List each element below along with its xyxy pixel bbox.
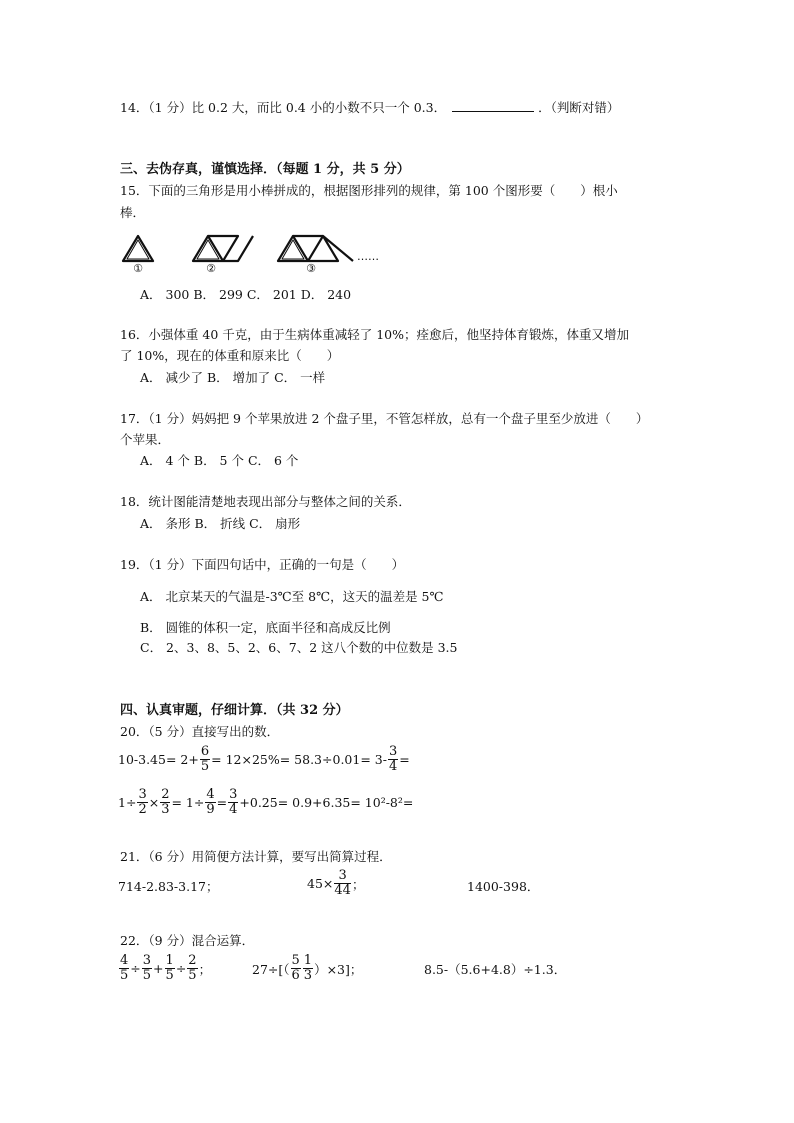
q15-options[interactable]: A． 300 B． 299 C． 201 D． 240 bbox=[140, 287, 352, 302]
fraction: $\frac{5}{6}$ bbox=[291, 953, 300, 983]
section-4-title: 四、认真审题，仔细计算．（共 32 分） bbox=[120, 703, 349, 718]
figure-ellipsis: …… bbox=[357, 250, 379, 263]
q22-expr-3: 8.5-（5.6+4.8）÷1.3． bbox=[424, 962, 567, 977]
q20-row-1: 10-3.45= 2+ $\frac{6}{5}$ = 12×25%= 58.3÷0.01= 3- $\frac{3}{4}$ = bbox=[118, 744, 410, 774]
answer-blank[interactable] bbox=[452, 100, 534, 112]
fraction: $\frac{3}{44}$ bbox=[334, 868, 351, 898]
q21-expr-1: 714-2.83-3.17； bbox=[118, 879, 219, 894]
q19-option-c[interactable]: C． 2、3、8、5、2、6、7、2 这八个数的中位数是 3.5 bbox=[140, 640, 458, 655]
question-14 bbox=[120, 100, 619, 116]
figure-label-3: ③ bbox=[306, 262, 316, 275]
q15-line2: 棒． bbox=[120, 205, 146, 220]
q21-line1: 21．（6 分）用简便方法计算，要写出简算过程． bbox=[120, 849, 392, 864]
q16-line2: 了 10%，现在的体重和原来比（ ） bbox=[120, 348, 340, 363]
q20-line1: 20．（5 分）直接写出的数． bbox=[120, 724, 280, 739]
q14-tail: ．（判断对错） bbox=[538, 100, 620, 115]
fraction: $\frac{3}{5}$ bbox=[142, 953, 152, 983]
fraction: $\frac{2}{5}$ bbox=[188, 953, 197, 983]
q15-line1: 15．下面的三角形是用小棒拼成的，根据图形排列的规律，第 100 个图形要（ ）根小 bbox=[120, 183, 618, 198]
q22-expr-1: $\frac{4}{5}$ ÷ $\frac{3}{5}$ + $\frac{1}{5}$ ÷ $\frac{2}{5}$ ； bbox=[120, 953, 212, 983]
q18-options[interactable]: A． 条形 B． 折线 C． 扇形 bbox=[140, 516, 301, 531]
figure-label-2: ② bbox=[206, 262, 216, 275]
q19-option-a[interactable]: A． 北京某天的气温是-3℃至 8℃，这天的温差是 5℃ bbox=[140, 589, 444, 604]
q16-options[interactable]: A． 减少了 B． 增加了 C． 一样 bbox=[140, 370, 326, 385]
fraction: $\frac{6}{5}$ bbox=[200, 744, 210, 774]
q21-expr-3: 1400-398． bbox=[467, 879, 540, 894]
fraction: $\frac{1}{3}$ bbox=[303, 953, 313, 983]
q22-line1: 22．（9 分）混合运算． bbox=[120, 933, 255, 948]
triangle-pattern-figure bbox=[118, 228, 388, 276]
figure-label-1: ① bbox=[133, 262, 143, 275]
q17-options[interactable]: A． 4 个 B． 5 个 C． 6 个 bbox=[140, 453, 299, 468]
q19-option-b[interactable]: B． 圆锥的体积一定，底面半径和高成反比例 bbox=[140, 620, 391, 635]
q17-line1: 17．（1 分）妈妈把 9 个苹果放进 2 个盘子里，不管怎样放，总有一个盘子里至少放进（ ） bbox=[120, 411, 649, 426]
fraction: $\frac{4}{5}$ bbox=[120, 953, 129, 983]
q17-line2: 个苹果． bbox=[120, 432, 171, 447]
triangle-figure-2 bbox=[193, 236, 253, 261]
q20-row-2: 1÷ $\frac{3}{2}$ × $\frac{2}{3}$ = 1÷ $\frac{4}{9}$ = $\frac{3}{4}$ +0.25= 0.9+6.35= 10²-8²= bbox=[118, 787, 414, 817]
q16-line1: 16．小强体重 40 千克，由于生病体重减轻了 10%；痊愈后，他坚持体育锻炼，体重又增加 bbox=[120, 327, 630, 342]
triangle-figure-3 bbox=[278, 236, 353, 261]
fraction: $\frac{3}{4}$ bbox=[229, 787, 238, 817]
fraction: $\frac{3}{2}$ bbox=[138, 787, 147, 817]
fraction: $\frac{4}{9}$ bbox=[206, 787, 215, 817]
fraction: $\frac{3}{4}$ bbox=[388, 744, 398, 774]
q22-expr-2: 27÷[（ $\frac{5}{6}$ $\frac{1}{3}$ ）×3]； bbox=[252, 953, 363, 983]
q21-expr-2: 45× $\frac{3}{44}$ ； bbox=[307, 868, 365, 898]
fraction: $\frac{1}{5}$ bbox=[165, 953, 174, 983]
fraction: $\frac{2}{3}$ bbox=[161, 787, 170, 817]
q19-line1: 19．（1 分）下面四句话中，正确的一句是（ ） bbox=[120, 557, 405, 572]
q14-text: 14．（1 分）比 0.2 大，而比 0.4 小的小数不只一个 0.3． bbox=[120, 100, 447, 115]
section-3-title: 三、去伪存真，谨慎选择．（每题 1 分，共 5 分） bbox=[120, 162, 410, 177]
q18-line1: 18．统计图能清楚地表现出部分与整体之间的关系． bbox=[120, 494, 411, 509]
